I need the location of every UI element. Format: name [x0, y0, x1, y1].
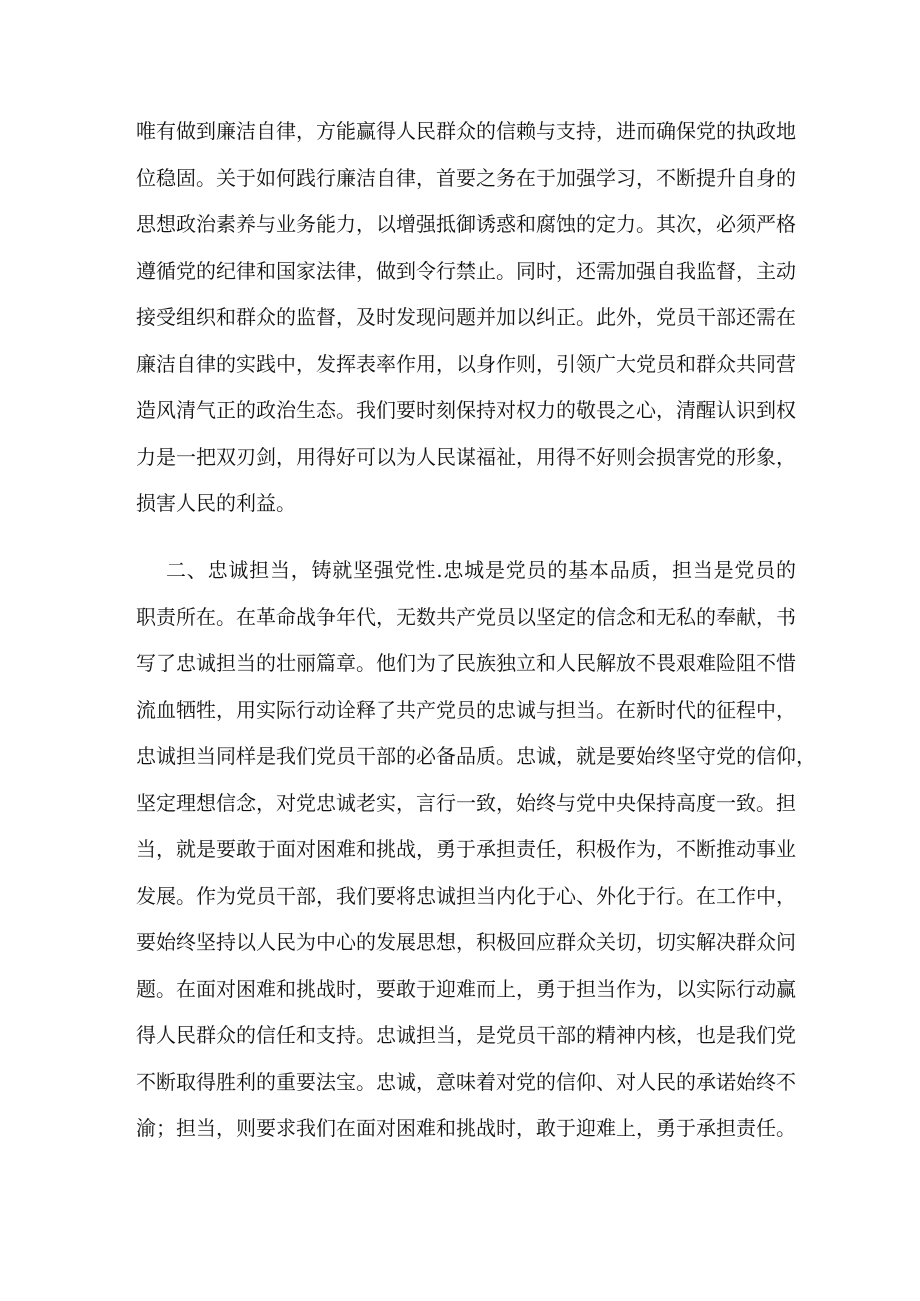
text-line: 要始终坚持以人民为中心的发展思想，积极回应群众关切，切实解决群众问: [136, 930, 796, 954]
text-line: 损害人民的利益。: [136, 491, 296, 515]
text-line: 力是一把双刃剑，用得好可以为人民谋福祉，用得不好则会损害党的形象，: [136, 444, 796, 469]
text-line: 不断取得胜利的重要法宝。忠诚，意味着对党的信仰、对人民的承诺始终不: [136, 1069, 796, 1094]
text-line: 唯有做到廉洁自律，方能赢得人民群众的信赖与支持，进而确保党的执政地: [136, 119, 796, 143]
text-line: 思想政治素养与业务能力，以增强抵御诱惑和腐蚀的定力。其次，必须严格: [136, 212, 796, 236]
text-line: 造风清气正的政治生态。我们要时刻保持对权力的敬畏之心，清醒认识到权: [136, 398, 796, 422]
text-line: 发展。作为党员干部，我们要将忠诚担当内化于心、外化于行。在工作中，: [136, 883, 796, 908]
text-line: 忠诚担当同样是我们党员干部的必备品质。忠诚，就是要始终坚守党的信仰，: [136, 744, 816, 768]
text-line: 渝；担当，则要求我们在面对困难和挑战时，敢于迎难上，勇于承担责任。: [136, 1116, 796, 1140]
text-line: 当，就是要敢于面对困难和挑战，勇于承担责任，积极作为，不断推动事业: [136, 837, 796, 861]
text-line: 廉洁自律的实践中，发挥表率作用，以身作则，引领广大党员和群众共同营: [136, 351, 796, 376]
text-line: 写了忠诚担当的壮丽篇章。他们为了民族独立和人民解放不畏艰难险阻不惜: [136, 651, 796, 675]
text-line: 坚定理想信念，对党忠诚老实，言行一致，始终与党中央保持高度一致。担: [136, 790, 796, 815]
text-line: 遵循党的纪律和国家法律，做到令行禁止。同时，还需加强自我监督，主动: [136, 258, 796, 283]
text-line: 接受组织和群众的监督，及时发现问题并加以纠正。此外，党员干部还需在: [136, 305, 796, 329]
text-line-heading: 二、忠诚担当，铸就坚强党性.忠城是党员的基本品质，担当是党员的: [166, 558, 796, 582]
paragraph-integrity: [136, 108, 796, 527]
text-line: 题。在面对困难和挑战时，要敢于迎难而上，勇于担当作为，以实际行动赢: [136, 976, 796, 1001]
text-line: 职责所在。在革命战争年代，无数共产党员以坚定的信念和无私的奉献，书: [136, 604, 796, 629]
text-line: 位稳固。关于如何践行廉洁自律，首要之务在于加强学习，不断提升自身的: [136, 165, 796, 190]
text-line: 得人民群众的信任和支持。忠诚担当，是党员干部的精神内核，也是我们党: [136, 1023, 796, 1047]
text-line: 流血牺牲，用实际行动诠释了共产党员的忠诚与担当。在新时代的征程中，: [136, 697, 796, 722]
paragraph-loyalty: [136, 547, 816, 1152]
